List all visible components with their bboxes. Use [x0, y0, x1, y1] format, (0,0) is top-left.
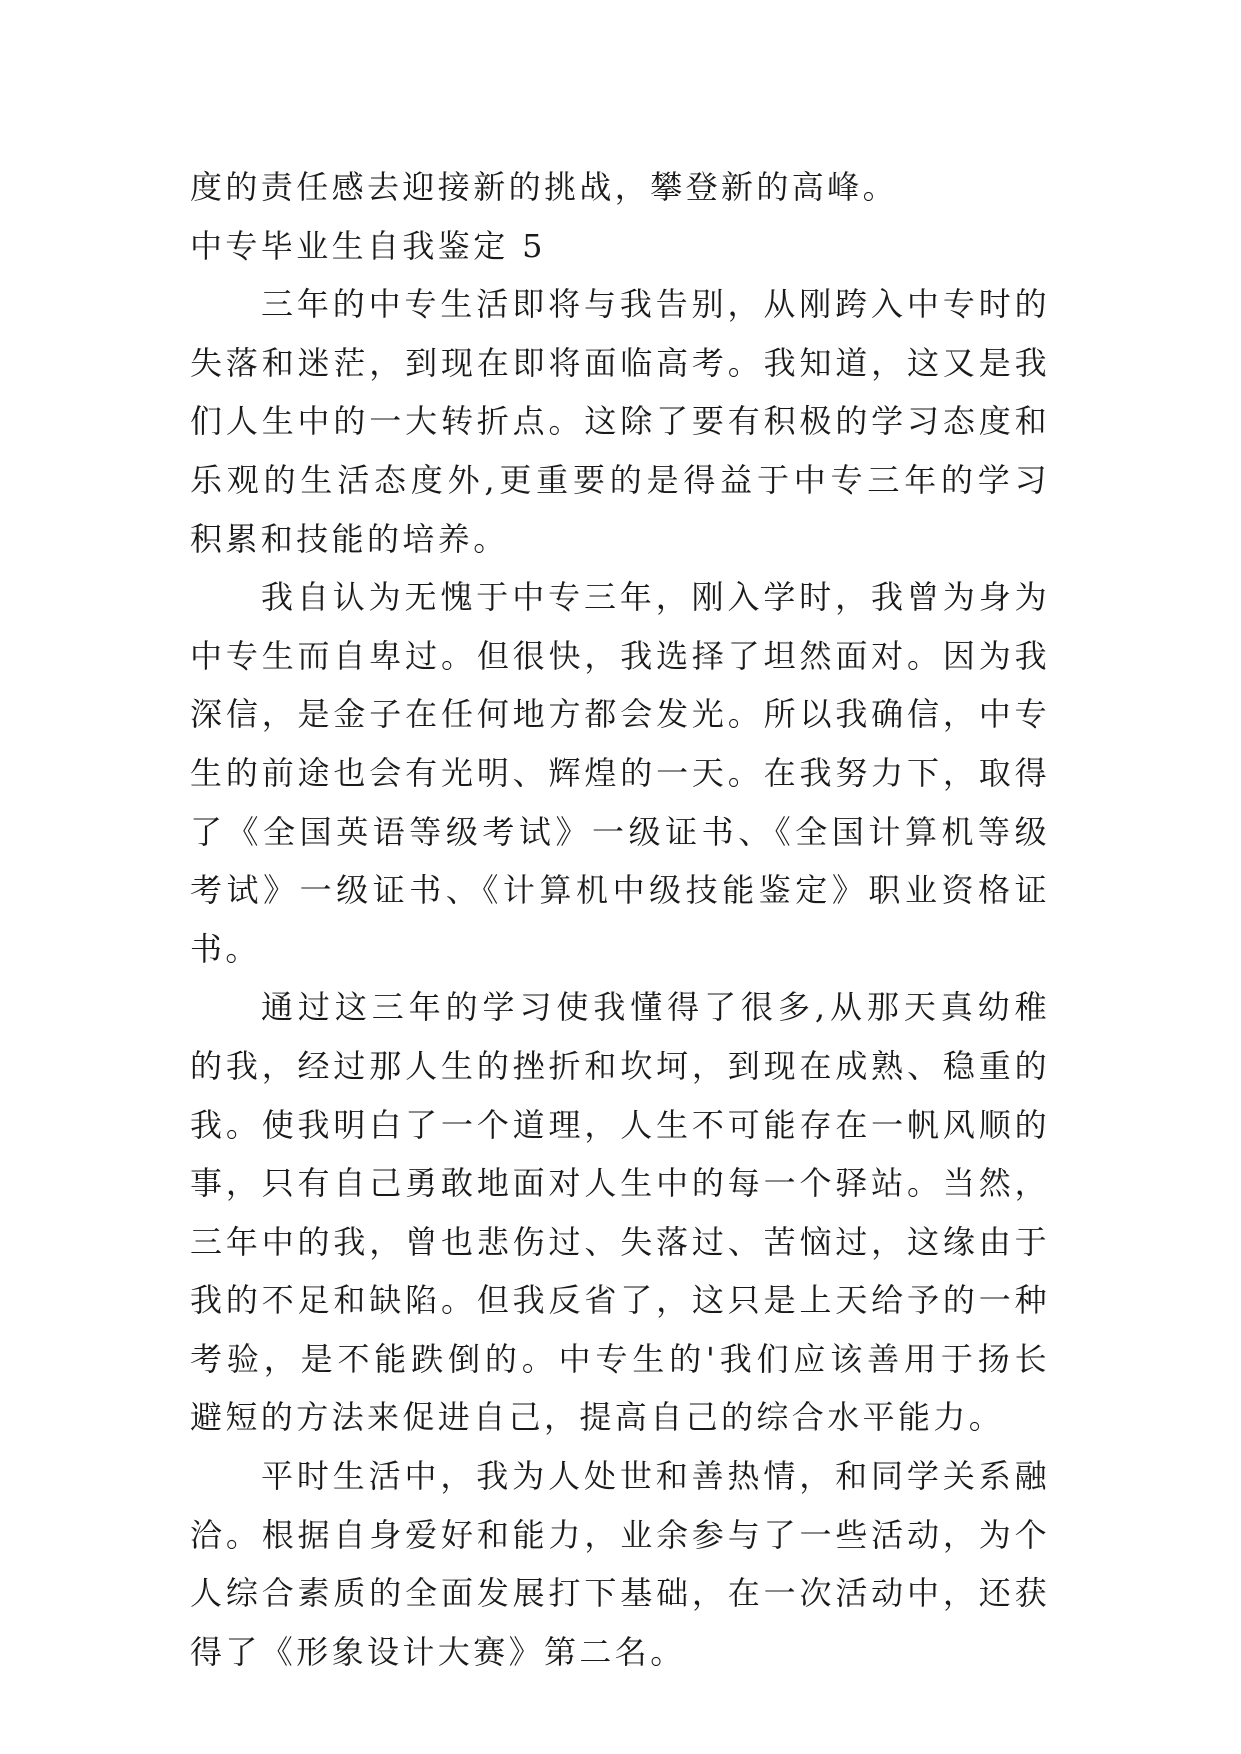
section-title: 中专毕业生自我鉴定 5 — [190, 226, 546, 265]
paragraph-3: 通过这三年的学习使我懂得了很多,从那天真幼稚的我，经过那人生的挫折和坎坷，到现在成熟、稳重的我。使我明白了一个道理，人生不可能存在一帆风顺的事，只有自己勇敢地面对人生中的每一个驿站。当然，三年中的我，曾也悲伤过、失落过、苦恼过，这缘由于我的不足和缺陷。但我反省了，这只是上天给予的一种考验，是不能跌倒的。中专生的'我们应该善用于扬长避短的方法来促进自己，提高自己的综合水平能力。 — [190, 988, 1050, 1437]
document-body — [190, 158, 1050, 1681]
paragraph-1: 三年的中专生活即将与我告别，从刚跨入中专时的失落和迷茫，到现在即将面临高考。我知道，这又是我们人生中的一大转折点。这除了要有积极的学习态度和乐观的生活态度外,更重要的是得益于中专三年的学习积累和技能的培养。 — [190, 285, 1050, 558]
paragraph-4: 平时生活中，我为人处世和善热情，和同学关系融洽。根据自身爱好和能力，业余参与了一些活动，为个人综合素质的全面发展打下基础，在一次活动中，还获得了《形象设计大赛》第二名。 — [190, 1457, 1050, 1671]
lead-in-line: 度的责任感去迎接新的挑战，攀登新的高峰。 — [190, 168, 899, 206]
paragraph-2: 我自认为无愧于中专三年，刚入学时，我曾为身为中专生而自卑过。但很快，我选择了坦然面对。因为我深信，是金子在任何地方都会发光。所以我确信，中专生的前途也会有光明、辉煌的一天。在我努力下，取得了《全国英语等级考试》一级证书、《全国计算机等级考试》一级证书、《计算机中级技能鉴定》职业资格证书。 — [190, 578, 1050, 968]
